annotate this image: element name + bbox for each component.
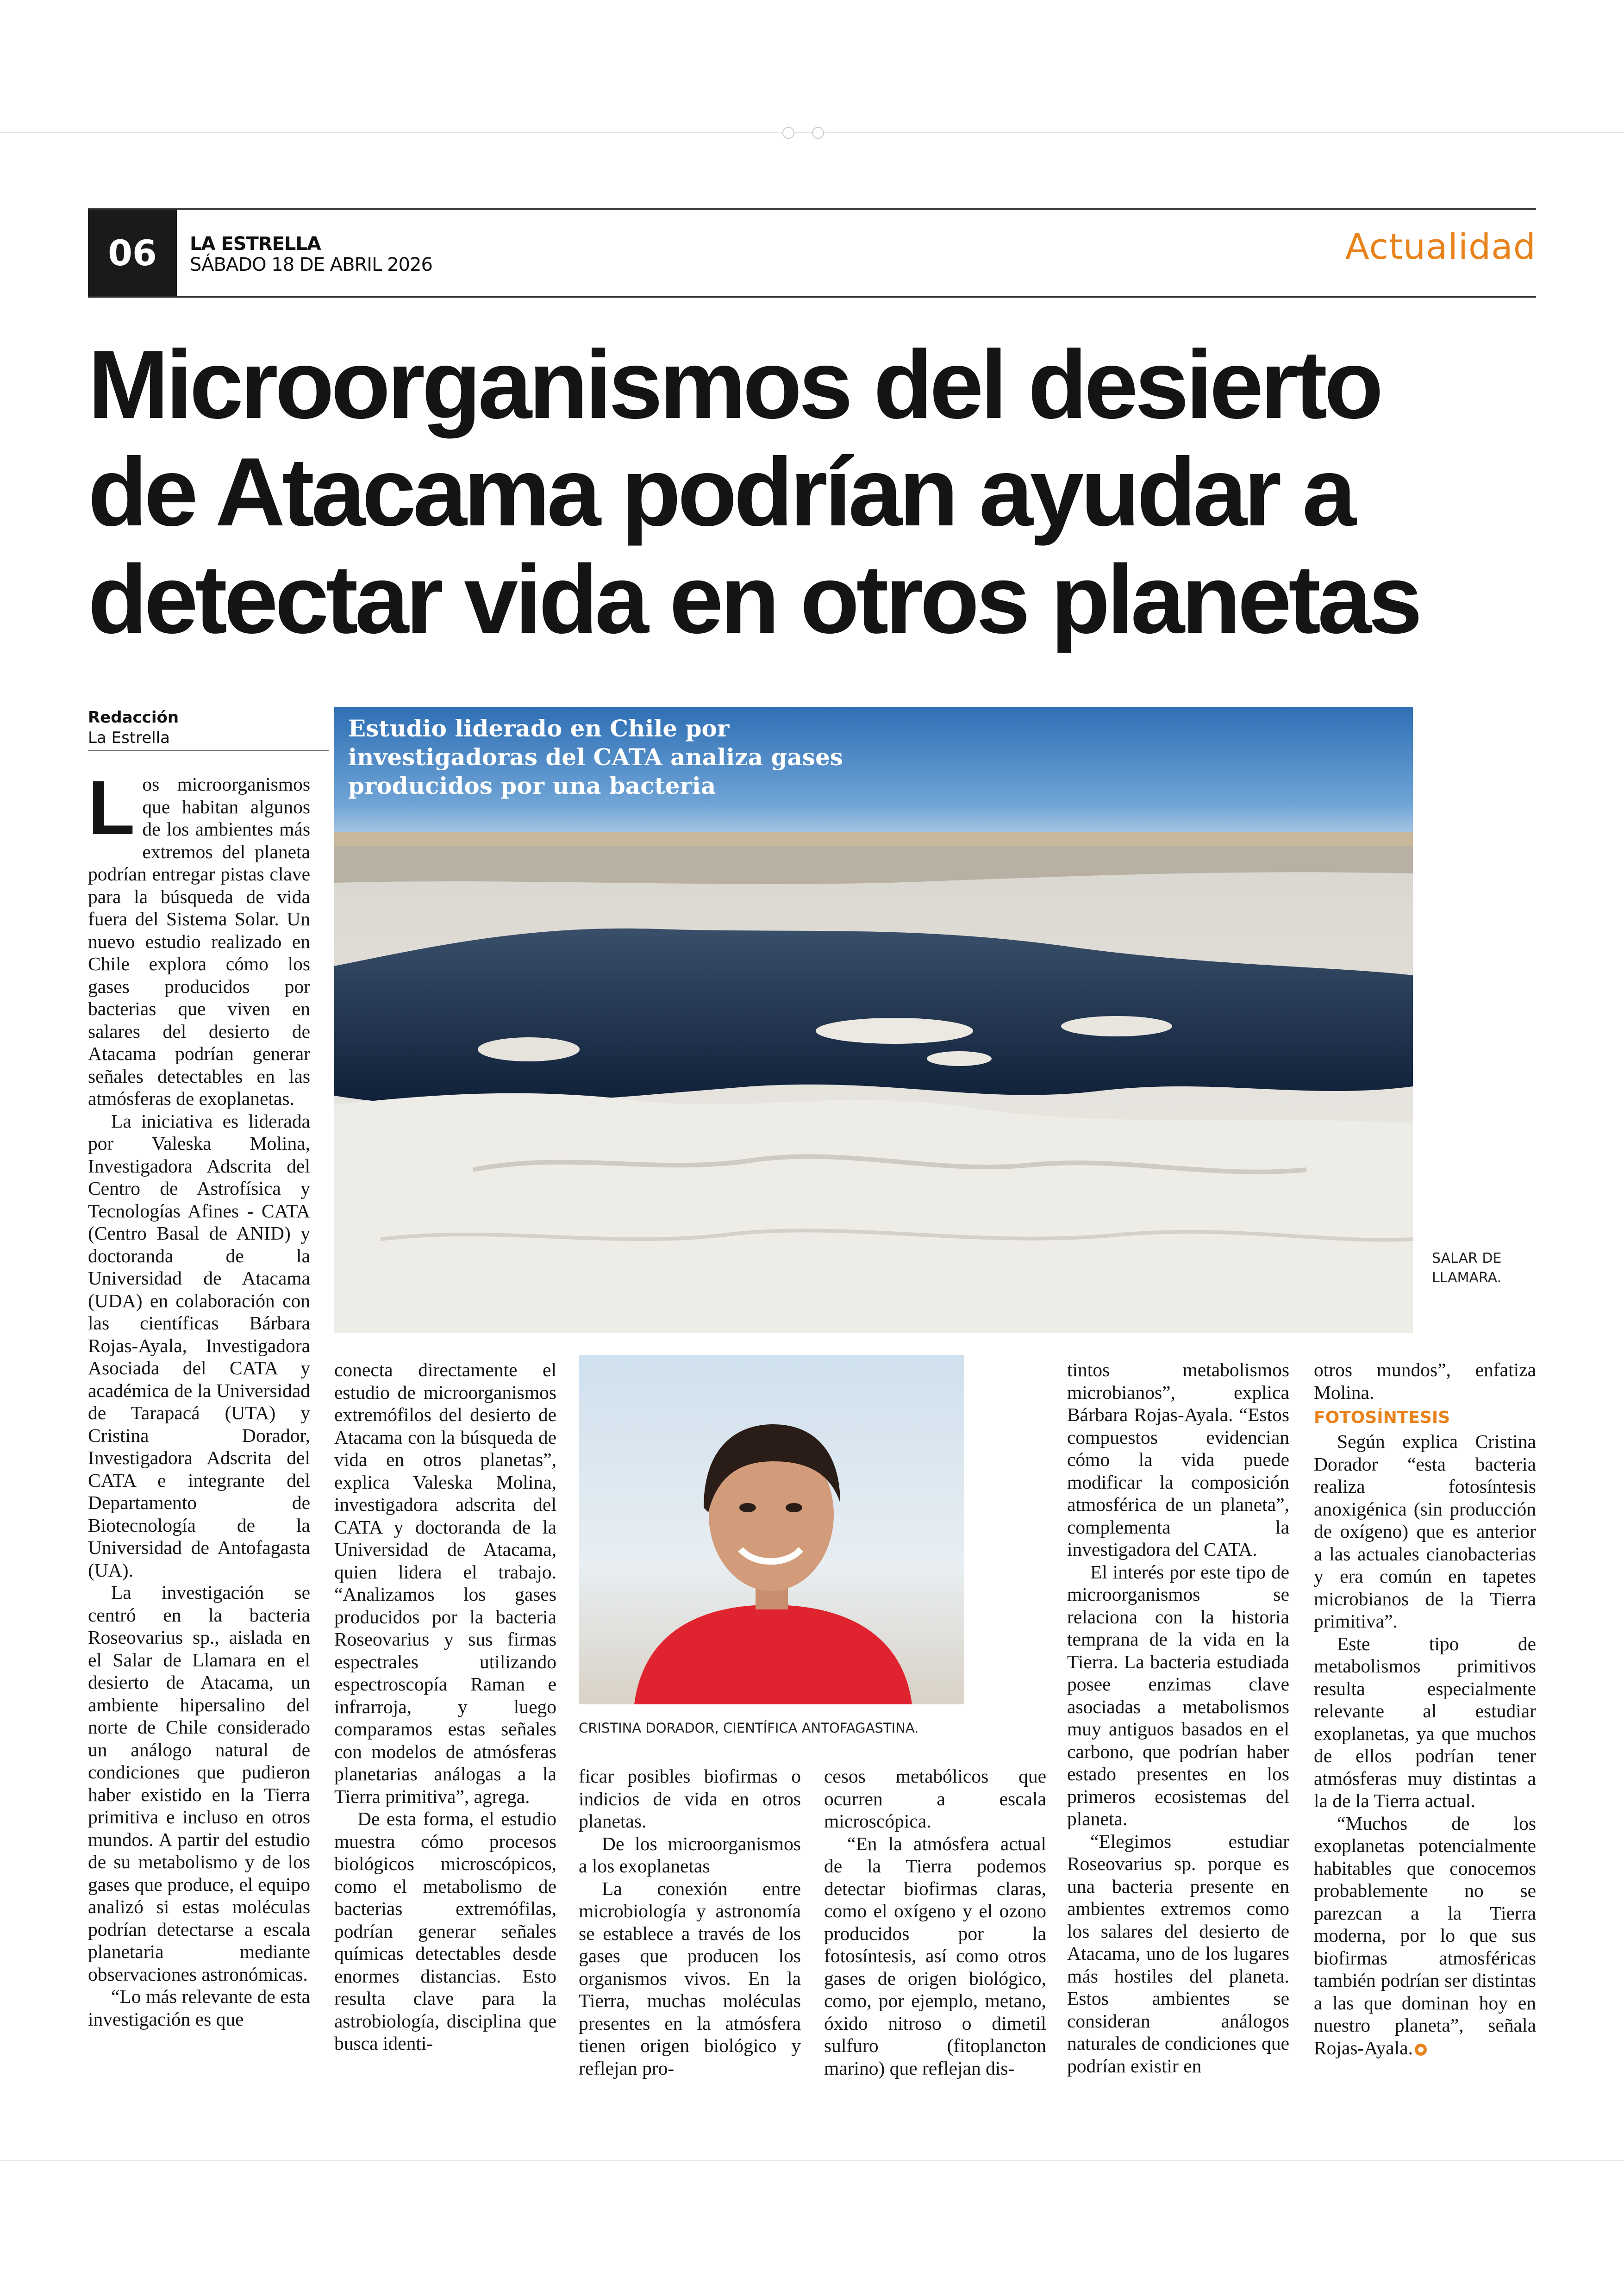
paragraph: “Lo más relevante de esta investigación es que — [88, 1986, 310, 2030]
page-number: 06 — [88, 210, 177, 296]
paragraph: “Elegimos estudiar Roseovarius sp. porque es una bacteria presente en ambientes extremos como los salares del desierto de Atacama, uno de los lugares más hostiles del planeta. Estos ambientes se consideran análogos naturales de condiciones que podrían existir en — [1067, 1830, 1289, 2077]
end-mark-icon — [1415, 2044, 1427, 2056]
section-label: Actualidad — [1345, 226, 1536, 267]
paragraph: “En la atmósfera actual de la Tierra podemos detectar biofirmas claras, como el oxígeno y el ozono producidos por la fotosíntesis, así como otros gases de origen biológico, como, por ejemplo, metano, óxido nitroso o dimetil sulfuro (fitoplancton marino) que reflejan dis- — [824, 1833, 1046, 2079]
main-photo-caption — [1432, 1249, 1515, 1288]
paragraph: La iniciativa es liderada por Valeska Molina, Investigadora Adscrita del Centro de Astrofísica y Tecnologías Afines - CATA (Centro Basal de ANID) y doctoranda de la Universidad de Atacama (UDA) en colaboración con las científicas Bárbara Rojas-Ayala, Investigadora Asociada del CATA y académica de la Universidad de Tarapacá (UTA) y Cristina Dorador, Investigadora Adscrita del CATA e integrante del Departamento de Biotecnología de la Universidad de Antofagasta (UA). — [88, 1110, 310, 1581]
paragraph: conecta directamente el estudio de microorganismos extremófilos del desierto de Atacama con la búsqueda de vida en otros planetas”, explica Valeska Molina, investigadora adscrita del CATA y doctoranda de la Universidad de Atacama, quien lidera el trabajo. “Analizamos los gases producidos por la bacteria Roseovarius y sus firmas espectrales utilizando espectroscopía Raman e infrarroja, y luego comparamos estas señales con modelos de atmósferas planetarias análogas a la Tierra primitiva”, agrega. — [334, 1359, 556, 1807]
pager-dot[interactable] — [812, 127, 824, 139]
main-photo-salar — [334, 707, 1413, 1333]
paragraph: Este tipo de metabolismos primitivos resulta especialmente relevante al estudiar exoplanetas, ya que muchos de ellos podrían tener atmósferas muy distintas a la de la Tierra actual. — [1314, 1633, 1536, 1811]
paragraph — [1314, 1812, 1536, 2059]
pager-dot[interactable] — [782, 127, 794, 139]
article-column-1 — [88, 765, 310, 2030]
paragraph: El interés por este tipo de microorganismos se relaciona con la historia temprana de la vida en la Tierra. La bacteria estudiada posee enzimas clave asociadas a metabolismos muy antiguos basados en el carbono, que podrían haber estado presentes en los primeros ecosistemas del planeta. — [1067, 1561, 1289, 1829]
paragraph-text: os microorganismos que habitan algunos de los ambientes más extremos del planeta podrían entregar pistas clave para la búsqueda de vida fuera del Sistema Solar. Un nuevo estudio realizado en Chile explora cómo los gases producidos por bacterias que viven en salares del desierto de Atacama podrían generar señales detectables en las atmósferas de exoplanetas. — [88, 773, 310, 1109]
paragraph: De esta forma, el estudio muestra cómo procesos biológicos microscópicos, como el metabolismo de bacterias extremófilas, podrían generar señales químicas detectables desde enormes distancias. Esto resulta clave para la astrobiología, disciplina que busca identi- — [334, 1808, 556, 2054]
paragraph — [88, 765, 310, 1110]
byline-author: Redacción — [88, 708, 179, 727]
header-rule-bottom — [88, 296, 1536, 298]
dropcap: L — [88, 765, 135, 851]
paragraph: De los microorganismos a los exoplanetas — [579, 1833, 801, 1877]
headline-line: detectar vida en otros planetas — [88, 545, 1419, 654]
headline-line: de Atacama podrían ayudar a — [88, 437, 1353, 546]
paragraph: La investigación se centró en la bacteria Roseovarius sp., aislada en el Salar de Llamara en el desierto de Atacama, un ambiente hipersalino del norte de Chile considerado un análogo natural de condiciones que pudieron haber existido en la Tierra primitiva e incluso en otros mundos. A partir del estudio de su metabolismo y de los gases que produce, el equipo analizó si estas moléculas podrían detectarse a escala planetaria mediante observaciones astronómicas. — [88, 1582, 310, 1985]
photo-overlay-title: Estudio liderado en Chile por investigadoras del CATA analiza gases producidos por una bacteria — [348, 715, 843, 799]
paragraph: Según explica Cristina Dorador “esta bacteria realiza fotosíntesis anoxigénica (sin producción de oxígeno) que es anterior a las actuales cianobacterias y era común en tapetes microbianos de la Tierra primitiva”. — [1314, 1431, 1536, 1632]
paragraph: cesos metabólicos que ocurren a escala microscópica. — [824, 1765, 1046, 1832]
headline — [88, 331, 1546, 653]
page-pager — [782, 127, 824, 139]
byline — [88, 707, 179, 748]
paragraph-text: “Muchos de los exoplanetas potencialmente habitables que conocemos probablemente no se parezcan a la Tierra moderna, por lo que sus biofirmas atmosféricas también podrían ser distintas a las que dominan hoy en nuestro planeta”, señala Rojas-Ayala. — [1314, 1812, 1536, 2058]
article-column-3 — [579, 1765, 801, 2079]
caption-line: SALAR DE — [1432, 1250, 1502, 1266]
subhead-fotosintesis: FOTOSÍNTESIS — [1314, 1408, 1450, 1427]
caption-line: LLAMARA. — [1432, 1270, 1502, 1286]
article-column-4 — [824, 1765, 1046, 2079]
article-column-5 — [1067, 1359, 1289, 2077]
paragraph: otros mundos”, enfatiza Molina. — [1314, 1359, 1536, 1403]
portrait-photo — [579, 1355, 964, 1704]
byline-outlet: La Estrella — [88, 729, 170, 747]
headline-line: Microorganismos del desierto — [88, 330, 1380, 439]
paragraph: La conexión entre microbiología y astronomía se establece a través de los gases que producen los organismos vivos. En la Tierra, muchas moléculas presentes en la atmósfera tienen origen biológico y reflejan pro- — [579, 1877, 801, 2079]
paper-date: SÁBADO 18 DE ABRIL 2026 — [190, 254, 432, 275]
header-rule-top — [88, 208, 1536, 210]
article-column-2 — [334, 1359, 556, 2055]
paragraph: tintos metabolismos microbianos”, explica Bárbara Rojas-Ayala. “Estos compuestos evidencian cómo la vida puede modificar la composición atmosférica de un planeta”, complementa la investigadora del CATA. — [1067, 1359, 1289, 1560]
portrait-caption: CRISTINA DORADOR, CIENTÍFICA ANTOFAGASTINA. — [579, 1720, 919, 1736]
article-column-6 — [1314, 1359, 1536, 2059]
byline-rule — [88, 750, 329, 751]
paper-name: LA ESTRELLA — [190, 233, 321, 255]
paragraph: ficar posibles biofirmas o indicios de vida en otros planetas. — [579, 1765, 801, 1832]
